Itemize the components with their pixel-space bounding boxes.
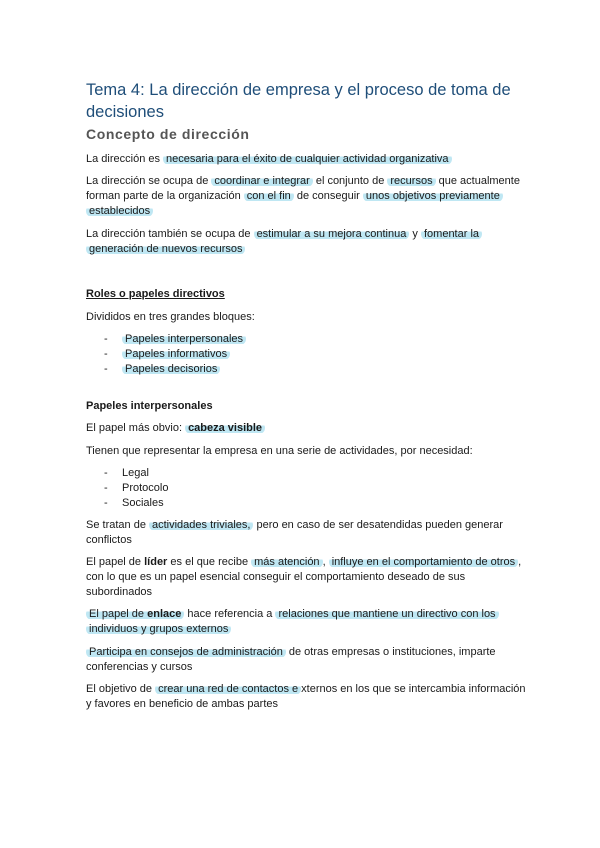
paragraph-enlace: El papel de enlace hace referencia a relaciones que mantiene un directivo con los individuos y grupos externos [86,607,526,637]
paragraph-estimular: La dirección también se ocupa de estimular a su mejora continua y fomentar la generación de nuevos recursos [86,227,526,257]
paragraph-consejos: Participa en consejos de administración de otras empresas o instituciones, imparte conferencias y cursos [86,646,496,673]
necesidad-list [104,466,168,511]
highlight: unos objetivos previamente establecidos [86,190,503,217]
paragraph-triviales: Se tratan de actividades triviales, pero en caso de ser desatendidas pueden generar conflictos [86,519,503,546]
list-item: - Legal [104,467,149,479]
highlight: coordinar e integrar [211,175,312,187]
highlight: actividades triviales, [149,519,253,531]
roles-list [104,332,246,377]
highlight: necesaria para el éxito de cualquier actividad organizativa [163,153,452,165]
section-subtitle: Concepto de dirección [86,126,250,142]
page-title: Tema 4: La dirección de empresa y el proceso de toma de decisiones [86,81,511,121]
list-item: - Sociales [104,497,164,509]
roles-heading: Roles o papeles directivos [86,288,225,300]
highlight: El papel de enlace [86,608,184,620]
paragraph-obvio: El papel más obvio: cabeza visible [86,421,526,436]
highlight: relaciones que mantiene un directivo con los individuos y grupos externos [86,608,499,635]
highlight: fomentar la generación de nuevos recursos [86,228,482,255]
roles-intro: Divididos en tres grandes bloques: [86,311,255,323]
highlight: cabeza visible [185,422,265,434]
interpersonal-heading: Papeles interpersonales [86,400,213,412]
highlight: recursos [387,175,435,187]
highlight: influye en el comportamiento de otros [329,556,518,568]
paragraph-necesaria: La dirección es necesaria para el éxito de cualquier actividad organizativa [86,152,526,167]
highlight: estimular a su mejora continua [254,228,410,240]
list-item: - Protocolo [104,482,169,494]
paragraph-objetivo: El objetivo de crear una red de contactos e xternos en los que se intercambia información y favores en beneficio de ambas partes [86,683,526,710]
highlight: Participa en consejos de administración [86,646,286,658]
paragraph-representar: Tienen que representar la empresa en una serie de actividades, por necesidad: [86,445,473,457]
paragraph-coordinar: La dirección se ocupa de coordinar e integrar el conjunto de recursos que actualmente forman parte de la organización con el fin de conseguir unos objetivos previamente establecidos [86,175,520,217]
list-item: - Papeles interpersonales [104,332,246,347]
highlight: crear una red de contactos e [155,683,301,695]
paragraph-lider: El papel de líder es el que recibe más atención , influye en el comportamiento de otros , con lo que es un papel esencial conseguir el comportamiento deseado de sus subordinados [86,556,522,598]
highlight: con el fin [244,190,294,202]
list-item: - Papeles informativos [104,347,246,362]
highlight: más atención [251,556,322,568]
list-item: - Papeles decisorios [104,362,246,377]
